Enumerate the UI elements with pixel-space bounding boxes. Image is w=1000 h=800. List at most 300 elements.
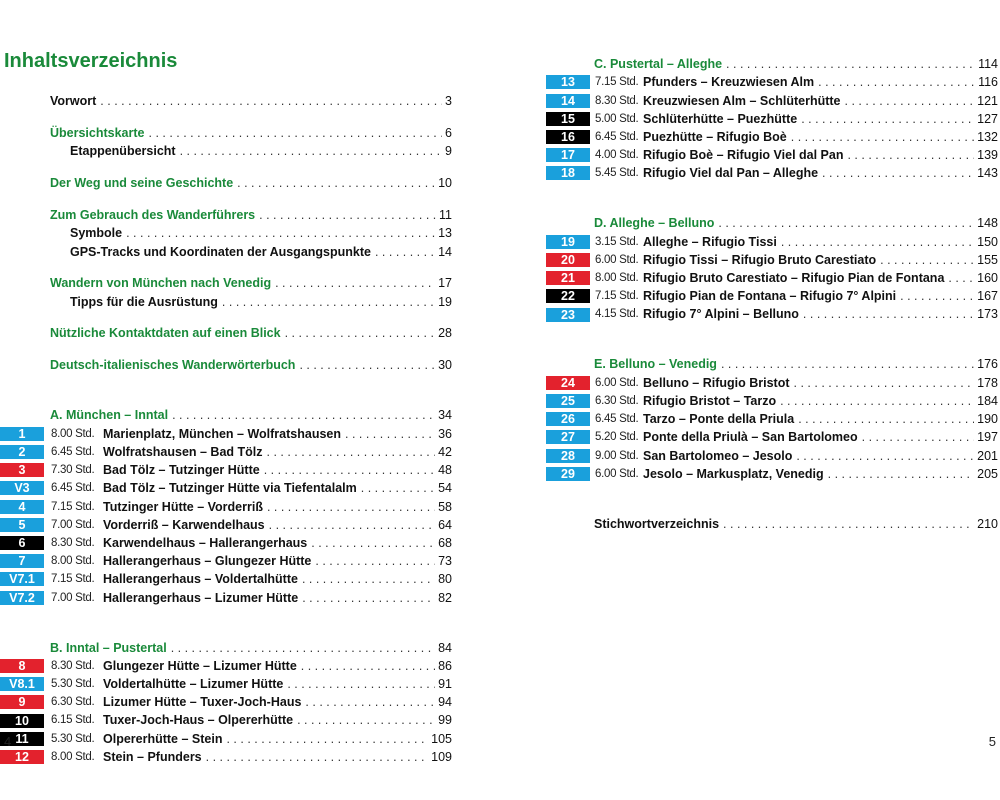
toc-entry[interactable] (0, 124, 452, 142)
stage-page: 178 (977, 375, 998, 390)
stage-entry[interactable] (546, 447, 998, 465)
toc-entry-label: Übersichtskarte (50, 125, 145, 140)
leader-dots (726, 55, 975, 73)
leader-dots (801, 110, 974, 128)
index-entry[interactable] (546, 515, 998, 533)
section-heading-page: 84 (438, 640, 452, 655)
stage-hours: 4.15 Std. (595, 308, 639, 321)
stage-route-label: Rifugio Pian de Fontana – Rifugio 7° Alpini (643, 289, 897, 304)
leader-dots (818, 73, 975, 91)
leader-dots (315, 552, 435, 570)
stage-page: 190 (977, 412, 998, 427)
leader-dots (948, 269, 974, 287)
section-a (0, 406, 452, 606)
leader-dots (803, 305, 974, 323)
stage-route-label: Hallerangerhaus – Lizumer Hütte (103, 590, 299, 605)
stage-number-badge: 5 (0, 518, 44, 532)
stage-number-badge: 23 (546, 308, 590, 322)
stage-route (103, 730, 452, 748)
stage-entry[interactable] (546, 269, 998, 287)
stage-number-badge: 24 (546, 376, 590, 390)
leader-dots (375, 243, 435, 261)
stage-page: 54 (438, 481, 452, 496)
stage-number-badge: 15 (546, 112, 590, 126)
stage-page: 80 (438, 572, 452, 587)
stage-hours: 6.30 Std. (595, 395, 639, 408)
stage-page: 139 (977, 148, 998, 163)
stage-route-label: Tarzo – Ponte della Priula (643, 412, 795, 427)
stage-hours: 6.45 Std. (51, 482, 95, 495)
toc-entry-label: Etappenübersicht (70, 144, 176, 159)
toc-entry[interactable] (0, 224, 452, 242)
stage-page: 197 (977, 430, 998, 445)
leader-dots (302, 589, 435, 607)
stage-number-badge: 4 (0, 500, 44, 514)
intro-list (0, 92, 452, 375)
stage-hours: 8.30 Std. (51, 659, 95, 672)
stage-page: 36 (438, 426, 452, 441)
toc-entry-label: Deutsch-italienisches Wanderwörterbuch (50, 358, 296, 373)
toc-entry[interactable] (0, 206, 452, 224)
toc-entry-label: Symbole (70, 226, 123, 241)
index-label: Stichwortverzeichnis (594, 516, 720, 531)
stage-entry[interactable] (546, 465, 998, 483)
stage-entry[interactable] (0, 552, 452, 570)
toc-entry-page: 6 (445, 125, 452, 140)
stage-number-badge: 3 (0, 463, 44, 477)
stage-route-label: Alleghe – Rifugio Tissi (643, 234, 777, 249)
stage-entry[interactable] (0, 657, 452, 675)
stage-route-label: Ponte della Priulà – San Bartolomeo (643, 430, 858, 445)
stage-hours: 6.45 Std. (595, 413, 639, 426)
stage-route (643, 392, 998, 410)
stage-hours: 7.15 Std. (51, 573, 95, 586)
stage-route-label: Bad Tölz – Tutzinger Hütte via Tiefentalalm (103, 481, 357, 496)
stage-route (103, 711, 452, 729)
stage-hours: 5.30 Std. (51, 678, 95, 691)
stage-hours: 6.00 Std. (595, 376, 639, 389)
stage-route (103, 461, 452, 479)
stage-page: 73 (438, 554, 452, 569)
stage-page: 205 (977, 466, 998, 481)
stage-entry[interactable] (0, 589, 452, 607)
stage-entry[interactable] (0, 443, 452, 461)
stage-hours: 6.00 Std. (595, 467, 639, 480)
stage-route-label: Bad Tölz – Tutzinger Hütte (103, 463, 260, 478)
leader-dots (847, 146, 974, 164)
leader-dots (299, 356, 435, 374)
stage-number-badge: 26 (546, 412, 590, 426)
stage-number-badge: 10 (0, 714, 44, 728)
stage-hours: 6.45 Std. (595, 130, 639, 143)
stage-number-badge: V7.1 (0, 572, 44, 586)
leader-dots (781, 233, 974, 251)
stage-route (643, 287, 998, 305)
leader-dots (301, 657, 435, 675)
toc-entry-label: Vorwort (50, 94, 97, 108)
leader-dots (285, 324, 436, 342)
leader-dots (172, 406, 435, 424)
stage-number-badge: 8 (0, 659, 44, 673)
stage-route (643, 410, 998, 428)
page-number-left: 4 (4, 734, 12, 749)
stage-number-badge: 7 (0, 554, 44, 568)
leader-dots (721, 355, 974, 373)
stage-route-label: Puezhütte – Rifugio Boè (643, 129, 787, 144)
stage-route (643, 110, 998, 128)
toc-entry-page: 17 (438, 276, 452, 291)
stage-route (103, 675, 452, 693)
toc-entry-page: 30 (438, 358, 452, 373)
stage-hours: 7.15 Std. (595, 290, 639, 303)
stage-number-badge: 12 (0, 750, 44, 764)
stage-hours: 8.30 Std. (51, 536, 95, 549)
stage-route (643, 269, 998, 287)
toc-entry-page: 3 (445, 94, 452, 108)
stage-page: 91 (438, 677, 452, 692)
stage-route-label: Lizumer Hütte – Tuxer-Joch-Haus (103, 695, 302, 710)
stage-route (643, 92, 998, 110)
stage-page: 143 (977, 166, 998, 181)
stage-route (643, 233, 998, 251)
leader-dots (796, 447, 974, 465)
stage-route (643, 164, 998, 182)
section-heading-label: A. München – Inntal (50, 408, 169, 423)
stage-route-label: Rifugio Bristot – Tarzo (643, 394, 777, 409)
section-heading[interactable] (546, 355, 998, 373)
stage-hours: 5.45 Std. (595, 167, 639, 180)
stage-page: 116 (978, 75, 998, 90)
toc-entry-label: Zum Gebrauch des Wanderführers (50, 207, 256, 222)
stage-page: 99 (438, 713, 452, 728)
stage-route-label: Belluno – Rifugio Bristot (643, 375, 790, 390)
toc-entry-page: 10 (438, 175, 452, 190)
stage-route-label: Karwendelhaus – Hallerangerhaus (103, 535, 308, 550)
stage-entry[interactable] (546, 110, 998, 128)
section-heading[interactable] (0, 406, 452, 424)
toc-entry[interactable] (0, 92, 452, 110)
leader-dots (791, 128, 974, 146)
leader-dots (222, 293, 435, 311)
stage-entry[interactable] (546, 251, 998, 269)
toc-entry[interactable] (0, 274, 452, 292)
stage-hours: 9.00 Std. (595, 449, 639, 462)
stage-entry[interactable] (0, 516, 452, 534)
stage-route-label: San Bartolomeo – Jesolo (643, 448, 793, 463)
leader-dots (311, 534, 435, 552)
stage-entry[interactable] (546, 73, 998, 91)
stage-number-badge: V3 (0, 481, 44, 495)
stage-entry[interactable] (0, 461, 452, 479)
section-heading-label: C. Pustertal – Alleghe (594, 57, 723, 71)
stage-hours: 8.00 Std. (595, 272, 639, 285)
leader-dots (149, 124, 443, 142)
stage-number-badge: 28 (546, 449, 590, 463)
stage-number-badge: 2 (0, 445, 44, 459)
stage-hours: 8.00 Std. (51, 750, 95, 763)
stage-entry[interactable] (546, 428, 998, 446)
leader-dots (126, 224, 435, 242)
section-e (546, 355, 998, 483)
section-heading-label: E. Belluno – Venedig (594, 357, 717, 372)
leader-dots (275, 274, 435, 292)
leader-dots (269, 516, 435, 534)
stage-hours: 8.30 Std. (595, 94, 639, 107)
stage-route-label: Hallerangerhaus – Glungezer Hütte (103, 554, 312, 569)
stage-entry[interactable] (546, 374, 998, 392)
stage-entry[interactable] (546, 392, 998, 410)
stage-route (103, 589, 452, 607)
stage-entry[interactable] (546, 92, 998, 110)
stage-hours: 6.15 Std. (51, 714, 95, 727)
stage-page: 201 (977, 448, 998, 463)
stage-route-label: Rifugio Bruto Carestiato – Rifugio Pian de Fontana (643, 271, 945, 286)
leader-dots (305, 693, 435, 711)
toc-entry-page: 19 (438, 294, 452, 309)
section-b (0, 639, 452, 767)
stage-route-label: Wolfratshausen – Bad Tölz (103, 445, 263, 460)
section-heading-label: B. Inntal – Pustertal (50, 640, 167, 655)
stage-route-label: Jesolo – Markusplatz, Venedig (643, 466, 824, 481)
stage-route-label: Kreuzwiesen Alm – Schlüterhütte (643, 93, 841, 108)
stage-entry[interactable] (0, 711, 452, 729)
stage-route-label: Stein – Pfunders (103, 749, 202, 764)
stage-hours: 7.00 Std. (51, 518, 95, 531)
stage-entry[interactable] (0, 675, 452, 693)
stage-number-badge: 21 (546, 271, 590, 285)
leader-dots (287, 675, 435, 693)
section-heading-page: 114 (978, 57, 998, 71)
stage-page: 58 (438, 499, 452, 514)
stage-number-badge: 13 (546, 75, 590, 89)
stage-page: 155 (977, 252, 998, 267)
stage-entry[interactable] (546, 410, 998, 428)
leader-dots (822, 164, 974, 182)
section-heading-label: D. Alleghe – Belluno (594, 216, 715, 231)
stage-route-label: Pfunders – Kreuzwiesen Alm (643, 75, 815, 90)
stage-route (643, 251, 998, 269)
stage-number-badge: 25 (546, 394, 590, 408)
page-number-right: 5 (988, 734, 996, 749)
stage-hours: 3.15 Std. (595, 235, 639, 248)
stage-number-badge: 19 (546, 235, 590, 249)
stage-route-label: Hallerangerhaus – Voldertalhütte (103, 572, 298, 587)
toc-entry[interactable] (0, 142, 452, 160)
leader-dots (828, 465, 975, 483)
stage-page: 86 (438, 658, 452, 673)
stage-route (643, 428, 998, 446)
stage-page: 160 (977, 271, 998, 286)
toc-entry[interactable] (0, 324, 452, 342)
leader-dots (780, 392, 974, 410)
leader-dots (845, 92, 975, 110)
toc-entry-label: Wandern von München nach Venedig (50, 276, 272, 291)
stage-page: 150 (977, 234, 998, 249)
leader-dots (226, 730, 428, 748)
stage-page: 68 (438, 535, 452, 550)
toc-entry[interactable] (0, 243, 452, 261)
toc-entry-page: 28 (438, 326, 452, 341)
stage-route-label: Rifugio Tissi – Rifugio Bruto Carestiato (643, 252, 877, 267)
stage-route (103, 693, 452, 711)
stage-route (643, 374, 998, 392)
toc-entry-page: 14 (438, 244, 452, 259)
stage-route-label: Marienplatz, München – Wolfratshausen (103, 426, 342, 441)
stage-page: 42 (438, 445, 452, 460)
stage-entry[interactable] (0, 693, 452, 711)
leader-dots (264, 461, 435, 479)
toc-entry-page: 9 (445, 144, 452, 159)
stage-number-badge: 22 (546, 289, 590, 303)
stage-number-badge: 18 (546, 166, 590, 180)
section-heading-page: 148 (977, 216, 998, 231)
stage-route (643, 128, 998, 146)
stage-number-badge: 14 (546, 94, 590, 108)
toc-left-column (0, 92, 452, 766)
toc-entry[interactable] (0, 356, 452, 374)
leader-dots (302, 570, 435, 588)
toc-entry-label: GPS-Tracks und Koordinaten der Ausgangspunkte (70, 244, 371, 259)
leader-dots (798, 410, 974, 428)
stage-route-label: Glungezer Hütte – Lizumer Hütte (103, 658, 297, 673)
leader-dots (267, 498, 435, 516)
stage-hours: 7.15 Std. (595, 76, 639, 89)
stage-entry[interactable] (546, 287, 998, 305)
stage-entry[interactable] (546, 305, 998, 323)
stage-hours: 6.45 Std. (51, 446, 95, 459)
stage-route-label: Rifugio Viel dal Pan – Alleghe (643, 166, 819, 181)
stage-number-badge: 17 (546, 148, 590, 162)
stage-route (103, 534, 452, 552)
stage-route-label: Schlüterhütte – Puezhütte (643, 111, 798, 126)
stage-number-badge: 1 (0, 427, 44, 441)
stage-route (103, 516, 452, 534)
stage-hours: 6.00 Std. (595, 253, 639, 266)
stage-route (643, 305, 998, 323)
stage-route-label: Tutzinger Hütte – Vorderriß (103, 499, 263, 514)
stage-page: 64 (438, 517, 452, 532)
toc-entry-label: Nützliche Kontaktdaten auf einen Blick (50, 326, 281, 341)
stage-page: 94 (438, 695, 452, 710)
stage-route-label: Vorderriß – Karwendelhaus (103, 517, 265, 532)
section-d (546, 214, 998, 323)
stage-route (103, 443, 452, 461)
leader-dots (297, 711, 435, 729)
stage-hours: 8.00 Std. (51, 555, 95, 568)
stage-number-badge: 16 (546, 130, 590, 144)
stage-hours: 7.00 Std. (51, 591, 95, 604)
stage-page: 82 (438, 590, 452, 605)
stage-number-badge: 6 (0, 536, 44, 550)
section-heading-page: 34 (438, 408, 452, 423)
stage-page: 132 (977, 129, 998, 144)
stage-entry[interactable] (546, 164, 998, 182)
stage-entry[interactable] (0, 730, 452, 748)
stage-route-label: Tuxer-Joch-Haus – Olpererhütte (103, 713, 294, 728)
toc-entry-page: 11 (439, 207, 452, 222)
stage-entry[interactable] (0, 498, 452, 516)
stage-entry[interactable] (0, 570, 452, 588)
leader-dots (180, 142, 442, 160)
leader-dots (361, 479, 435, 497)
stage-entry[interactable] (0, 479, 452, 497)
stage-entry[interactable] (546, 146, 998, 164)
stage-page: 184 (977, 394, 998, 409)
stage-number-badge: 11 (0, 732, 44, 746)
toc-entry[interactable] (0, 174, 452, 192)
stage-route (643, 447, 998, 465)
stage-route (103, 657, 452, 675)
stage-route (643, 73, 998, 91)
leader-dots (237, 174, 435, 192)
stage-route-label: Olpererhütte – Stein (103, 731, 223, 746)
stage-route (643, 146, 998, 164)
leader-dots (345, 425, 435, 443)
stage-route (103, 498, 452, 516)
toc-entry-label: Tipps für die Ausrüstung (70, 294, 218, 309)
stage-number-badge: 20 (546, 253, 590, 267)
stage-route (103, 570, 452, 588)
stage-entry[interactable] (0, 748, 452, 766)
stage-entry[interactable] (0, 425, 452, 443)
stage-number-badge: 9 (0, 695, 44, 709)
stage-number-badge: 29 (546, 467, 590, 481)
stage-hours: 5.30 Std. (51, 732, 95, 745)
leader-dots (171, 639, 435, 657)
section-heading[interactable] (546, 55, 998, 73)
toc-right-column (546, 55, 998, 533)
leader-dots (794, 374, 975, 392)
stage-route (103, 425, 452, 443)
toc-entry[interactable] (0, 293, 452, 311)
stage-hours: 5.20 Std. (595, 431, 639, 444)
stage-route (643, 465, 998, 483)
leader-dots (880, 251, 974, 269)
leader-dots (862, 428, 975, 446)
section-heading[interactable] (0, 639, 452, 657)
stage-route (103, 748, 452, 766)
section-c (546, 55, 998, 183)
stage-entry[interactable] (546, 128, 998, 146)
stage-route (103, 479, 452, 497)
stage-number-badge: V7.2 (0, 591, 44, 605)
page-title: Inhaltsverzeichnis (4, 50, 178, 72)
section-heading[interactable] (546, 214, 998, 232)
stage-hours: 5.00 Std. (595, 112, 639, 125)
stage-entry[interactable] (0, 534, 452, 552)
leader-dots (267, 443, 436, 461)
stage-number-badge: V8.1 (0, 677, 44, 691)
leader-dots (100, 92, 442, 110)
stage-hours: 4.00 Std. (595, 149, 639, 162)
stage-route-label: Voldertalhütte – Lizumer Hütte (103, 677, 284, 692)
stage-page: 109 (431, 749, 452, 764)
leader-dots (206, 748, 429, 766)
stage-entry[interactable] (546, 233, 998, 251)
stage-hours: 7.15 Std. (51, 500, 95, 513)
leader-dots (259, 206, 436, 224)
stage-page: 167 (977, 289, 998, 304)
toc-entry-label: Der Weg und seine Geschichte (50, 175, 234, 190)
stage-hours: 8.00 Std. (51, 427, 95, 440)
stage-page: 173 (977, 307, 998, 322)
stage-route-label: Rifugio Boè – Rifugio Viel dal Pan (643, 148, 844, 163)
stage-page: 121 (977, 93, 998, 108)
stage-route-label: Rifugio 7° Alpini – Belluno (643, 307, 799, 322)
stage-hours: 6.30 Std. (51, 696, 95, 709)
stage-page: 48 (438, 463, 452, 478)
section-heading-page: 176 (977, 357, 998, 372)
